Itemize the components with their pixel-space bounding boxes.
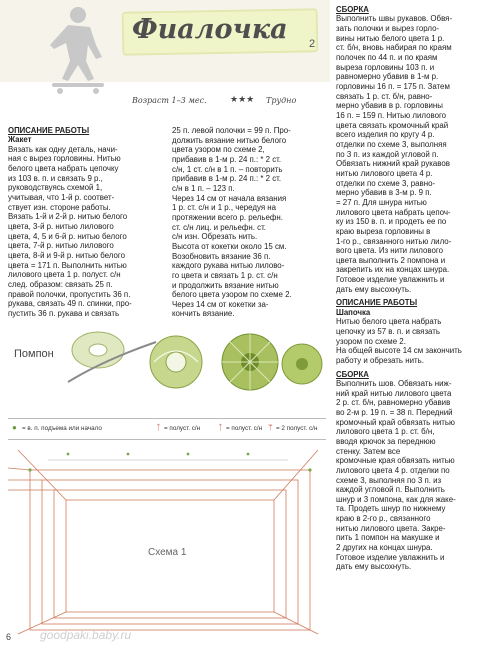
difficulty-stars-icon: ★★★ — [230, 95, 255, 105]
cap-subheading: Шапочка — [336, 307, 371, 317]
text-line: вого цвета. Из нити лилового — [336, 246, 443, 256]
text-line: цвета выполнить 2 помпона и — [336, 255, 446, 265]
watermark-text: goodpaki.baby.ru — [40, 628, 132, 642]
text-line: по 3 п. из каждой угловой п. — [336, 149, 439, 159]
text-line: цвета, 8-й и 9-й р. нитью белого — [8, 251, 125, 261]
text-line: Вязать 1-й и 2-й р. нитью белого — [8, 212, 128, 222]
left-column — [8, 126, 168, 319]
age-label: Возраст 1–3 мес. — [132, 96, 207, 105]
text-line: горловины 16 п. = 175 п. Затем — [336, 82, 450, 91]
meta-line — [132, 96, 322, 108]
text-line: цвета связать кромочный край — [336, 120, 449, 130]
text-line: пить 1 помпон на макушке и — [336, 533, 440, 543]
cap-description-heading: ОПИСАНИЕ РАБОТЫ — [336, 298, 418, 308]
text-line: го цвета и связать 1 р. ст. с/н — [172, 270, 278, 280]
text-line: Вязать как одну деталь, начи- — [8, 144, 118, 154]
text-line: мерно убавив в 3-м р. 9 п. — [336, 188, 432, 198]
cap-assembly-heading: СБОРКА — [336, 369, 369, 379]
text-line: Через 14 см от кокетки за- — [172, 299, 269, 309]
pompon-step-3 — [222, 334, 278, 390]
text-line: ная с вырез горловины. Нитью — [8, 154, 121, 164]
text-line: лилового цвета набрать цепоч- — [336, 207, 451, 217]
text-line: связать 1 р. ст. б/н, равно- — [336, 91, 433, 101]
text-line: = 27 п. Для шнура нитью — [336, 197, 427, 207]
text-line: каждого рукава нитью лилово- — [172, 261, 285, 271]
text-line: Высота от кокетки около 15 см. — [172, 241, 287, 251]
text-line: с/н, 1 ст. с/н в 1 п. – повторить — [172, 164, 283, 174]
text-line: закрепить их на концах шнура. — [336, 265, 450, 275]
text-line: прибавив в 1-м р. 24 п.: * 2 ст. — [172, 154, 282, 164]
text-line: нитью лилового цвета. Закре- — [336, 523, 446, 533]
text-line: узором по схеме 2. — [336, 336, 406, 346]
text-line: цвета, 3-й р. нитью лилового — [8, 222, 114, 232]
text-line: с/н в 1 п. – 123 п. — [172, 183, 235, 193]
skateboarder-icon — [38, 5, 118, 97]
description-heading: ОПИСАНИЕ РАБОТЫ — [8, 126, 90, 135]
text-line: ку из 150 в. п. и продеть ее по — [336, 217, 447, 227]
legend-item-half-dc: = полуст. с/н — [164, 425, 201, 432]
text-line: полочек по 44 п. и по краям — [336, 53, 438, 63]
text-line: должить вязание нитью белого — [172, 135, 287, 145]
text-line: Готовое изделие увлажнить и — [336, 552, 445, 562]
text-line: Выполнить швы рукавов. Обвя- — [336, 14, 453, 24]
page-number: 6 — [6, 632, 12, 642]
text-line: цвета, 4, 5 и 6-й р. нитью белого — [8, 231, 127, 241]
title-number: 2 — [309, 38, 316, 50]
text-line: цвета = 171 п. Выполнить нитью — [8, 260, 127, 270]
text-line: шнур и 3 помпона, как для жаке- — [336, 494, 456, 504]
text-line: во 2-м р. 19 п. = 38 п. Передний — [336, 407, 453, 417]
text-line: всего изделия по кругу 4 р. — [336, 130, 435, 140]
text-line: прибавив в 1-м р. 24 п.: * 2 ст. — [172, 174, 282, 184]
text-line: лилового цвета 1 р. полуст. с/н — [8, 270, 121, 280]
pompon-steps-illustration — [64, 320, 324, 402]
half-dc-symbol-icon: ᛏ — [156, 423, 161, 432]
chain-stitch-symbol-icon: ● — [12, 423, 17, 432]
text-line: дать ему высохнуть. — [336, 284, 412, 294]
text-line: правой полочки, пропустить 36 п. — [8, 289, 131, 299]
text-line: кромочный край обвязать нитью — [336, 417, 455, 427]
text-line: отделки по схеме 3, выполняя — [336, 139, 447, 149]
text-line: вводя крючок за переднюю — [336, 436, 436, 446]
text-line: 25 п. левой полочки = 99 п. Про- — [172, 126, 291, 135]
text-line: ст. с/н лиц. и рельефн. ст. — [172, 222, 266, 232]
text-line: Возобновить вязание 36 п. — [172, 251, 271, 261]
text-line: схеме 3, выполняя по 3 п. из — [336, 475, 442, 485]
text-line: из 103 в. п. и связать 9 р., — [8, 173, 103, 183]
text-line: кончить вязание. — [172, 309, 235, 319]
text-line: краю выреза горловины в — [336, 226, 431, 236]
text-line: протяжении всего р. рельефн. — [172, 212, 283, 222]
text-line: 2 других на концах шнура. — [336, 543, 433, 553]
text-line: цвета узором по схеме 2, — [172, 145, 265, 155]
text-line: Готовое изделие увлажнить и — [336, 275, 445, 285]
legend-item-half-dc-2: = полуст. с/н — [226, 425, 263, 432]
pompon-step-4 — [282, 344, 322, 384]
text-line: кромочные края обвязать нитью — [336, 456, 455, 466]
text-line: ствует изн. стороне работы. — [8, 202, 111, 212]
text-line: ний край нитью лилового цвета — [336, 388, 452, 398]
text-line: отделки по схеме 3, равно- — [336, 178, 436, 188]
text-line: пустить 36 п. рукава и связать — [8, 308, 120, 318]
assembly-heading: СБОРКА — [336, 5, 369, 14]
middle-column — [172, 126, 338, 319]
text-line: вины нитью белого цвета 1 р. — [336, 33, 445, 43]
page-title: Фиалочка — [132, 14, 288, 45]
text-line: и продолжить вязание нитью — [172, 280, 279, 290]
text-line: с/н изн. Обрезать нить. — [172, 232, 258, 242]
text-line: каждой угловой п. Выполнить — [336, 485, 445, 495]
text-line: мерно убавив в р. горловины — [336, 101, 443, 111]
half-dc-alt-symbol-icon: ᛏ — [218, 423, 223, 432]
text-line: цвета, 7-й р. нитью лилового — [8, 241, 114, 251]
text-line: учитывая, что 1-й р. соответ- — [8, 193, 115, 203]
text-line: работу и обрезать нить. — [336, 355, 424, 365]
text-line: Через 14 см от начала вязания — [172, 193, 287, 203]
text-line: руководствуясь схемой 1, — [8, 183, 103, 193]
pompon-step-1 — [68, 332, 156, 382]
text-line: лилового цвета 4 р. отделки по — [336, 465, 450, 475]
text-line: стенку. Затем все — [336, 446, 401, 456]
difficulty-label: Трудно — [266, 96, 297, 105]
text-line: равномерно убавив в 1-м р. — [336, 72, 439, 82]
text-line: краю в 2-го р., связанного — [336, 514, 431, 524]
text-line: 1 р. ст. с/н и 1 р., чередуя на — [172, 203, 277, 213]
text-line: белого цвета узором по схеме 2. — [172, 290, 292, 300]
legend-item-double: = 2 полуст. с/н — [276, 425, 318, 432]
text-line: ст. б/н, вновь набирая по краям — [336, 43, 452, 53]
right-column — [336, 5, 472, 572]
text-line: белого цвета набрать цепочку — [8, 164, 119, 174]
double-half-dc-symbol-icon: ᛘ — [268, 423, 273, 432]
text-line: рукава, связать 49 п. спинки, про- — [8, 299, 132, 309]
text-line: 16 п. = 159 п. Нитью лилового — [336, 110, 447, 120]
pompon-step-2 — [150, 336, 202, 388]
text-line: Обвязать нижний край рукавов — [336, 159, 450, 169]
text-line: Нитью белого цвета набрать — [336, 317, 442, 327]
text-line: нитью лилового цвета 4 р. — [336, 168, 433, 178]
symbol-legend — [8, 418, 326, 440]
scheme-1-label: Схема 1 — [148, 547, 187, 558]
text-line: цепочку из 57 в. п. и связать — [336, 326, 440, 336]
text-line: лилового цвета 1 р. ст. б/н, — [336, 427, 435, 437]
text-line: 1-го р., связанного нитью лило- — [336, 236, 452, 246]
text-line: дать ему высохнуть. — [336, 562, 412, 572]
text-line: выреза горловины 103 п. и — [336, 62, 435, 72]
text-line: На общей высоте 14 см закончить — [336, 346, 462, 356]
text-line: 2 р. ст. б/н, равномерно убавив — [336, 398, 451, 408]
text-line: Выполнить шов. Обвязать ниж- — [336, 378, 452, 388]
jacket-subheading: Жакет — [8, 135, 32, 145]
text-line: след. образом: связать 25 п. — [8, 280, 113, 289]
scheme-1-diagram — [8, 440, 328, 636]
text-line: зать полочки и вырез горло- — [336, 24, 440, 34]
legend-item-chain: = в. п. подъема или начало — [22, 425, 102, 432]
text-line: та. Продеть шнур по нижнему — [336, 504, 446, 514]
pompon-label: Помпон — [14, 348, 54, 360]
